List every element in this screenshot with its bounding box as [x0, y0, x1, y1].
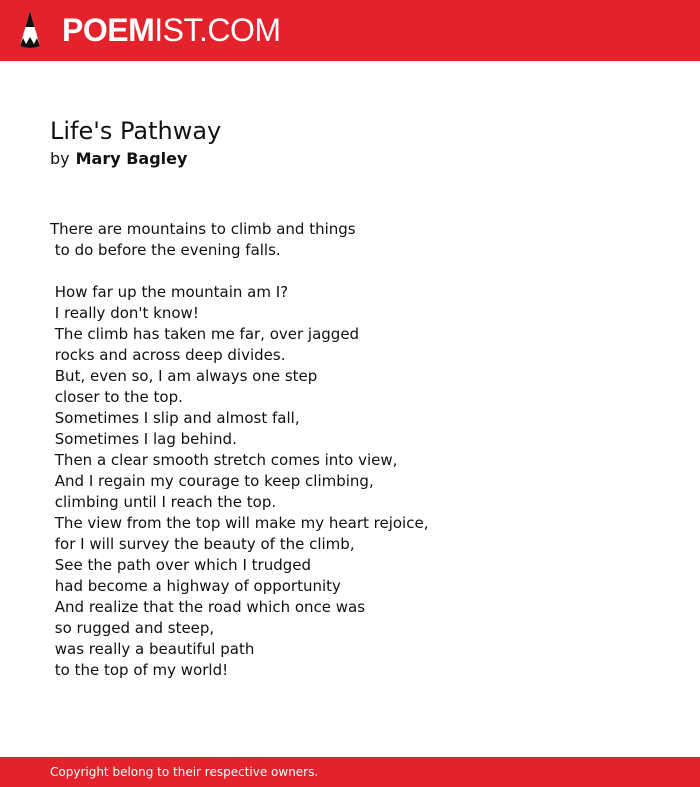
by-label: by [50, 149, 70, 168]
pen-nib-icon[interactable] [18, 10, 42, 50]
poem-line: And realize that the road which once was [50, 598, 366, 616]
site-footer [0, 757, 700, 787]
poem-line: closer to the top. [50, 388, 183, 406]
site-logo[interactable] [62, 12, 281, 48]
poem-line: rocks and across deep divides. [50, 346, 286, 364]
poem-line: Then a clear smooth stretch comes into view, [50, 451, 398, 469]
poem-line: How far up the mountain am I? [50, 283, 289, 301]
poem-line: Sometimes I slip and almost fall, [50, 409, 300, 427]
poem-line: I really don't know! [50, 304, 199, 322]
poem-line: The view from the top will make my heart rejoice, [50, 514, 429, 532]
logo-light-text: IST.COM [154, 12, 281, 48]
poem-line: Sometimes I lag behind. [50, 430, 237, 448]
poem-line: was really a beautiful path [50, 640, 255, 658]
logo-bold-text: POEM [62, 12, 155, 48]
poem-line: And I regain my courage to keep climbing, [50, 472, 374, 490]
copyright-text: Copyright belong to their respective owners. [50, 765, 319, 779]
poem-line: There are mountains to climb and things [50, 220, 356, 238]
poem-line: to do before the evening falls. [50, 241, 281, 259]
poem-line: climbing until I reach the top. [50, 493, 277, 511]
poem-line: The climb has taken me far, over jagged [50, 325, 360, 343]
site-header [0, 0, 700, 61]
poem-line [50, 261, 650, 282]
poem-line: had become a highway of opportunity [50, 577, 341, 595]
poem-line: to the top of my world! [50, 661, 229, 679]
poem-line: for I will survey the beauty of the climb, [50, 535, 355, 553]
poem-byline [50, 148, 187, 170]
poem-line: See the path over which I trudged [50, 556, 311, 574]
poem-line: But, even so, I am always one step [50, 367, 318, 385]
poem-line: so rugged and steep, [50, 619, 215, 637]
poem-author[interactable]: Mary Bagley [75, 149, 188, 168]
poem-body [50, 219, 650, 681]
poem-title: Life's Pathway [50, 117, 222, 145]
